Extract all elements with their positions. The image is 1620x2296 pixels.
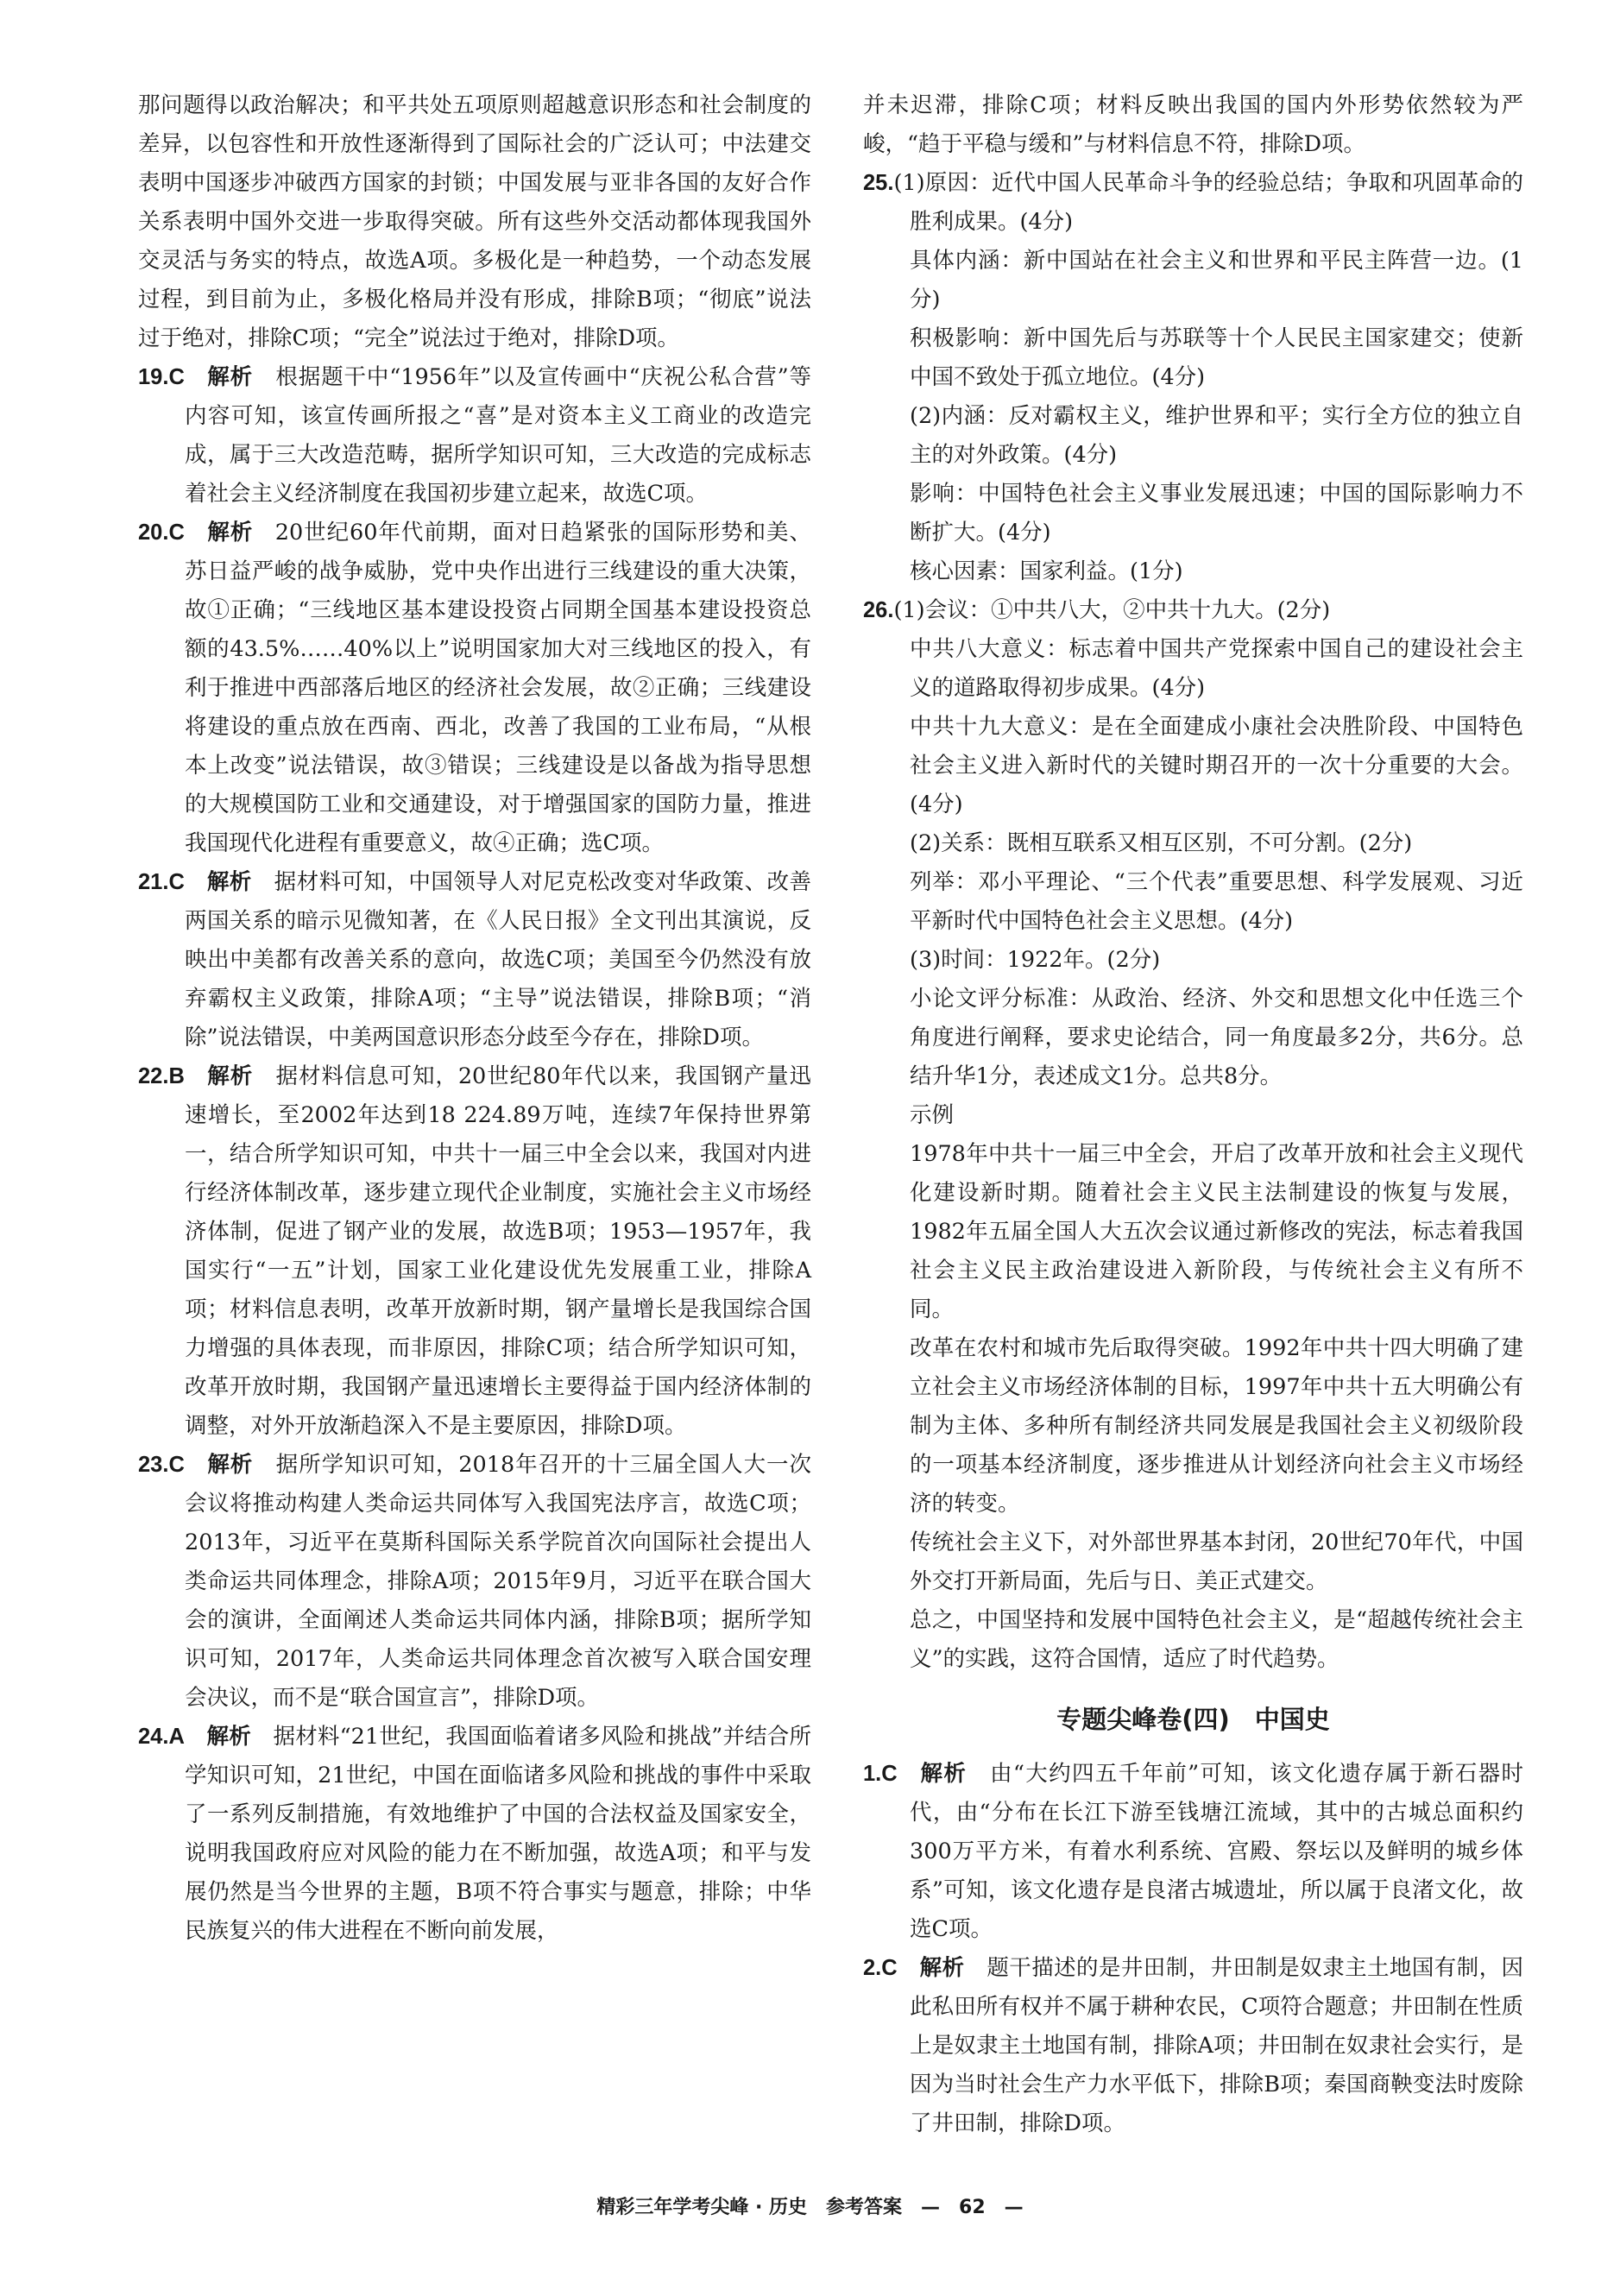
answer-text: 据材料可知，中国领导人对尼克松改变对华政策、改善两国关系的暗示见微知著，在《人民日报》全文刊出其演说，反映出中美都有改善关系的意向，故选C项；美国至今仍然没有放弃霸权主义政策，排除A项；“主导”说法错误，排除B项；“消除”说法错误，中美两国意识形态分歧至今存在，排除D项。	[185, 869, 811, 1050]
answer-detail-line: (2)内涵：反对霸权主义，维护世界和平；实行全方位的独立自主的对外政策。(4分)	[910, 403, 1523, 468]
answer-choice: A	[168, 1725, 185, 1749]
answer-text: 据材料“21世纪，我国面临着诸多风险和挑战”并结合所学知识可知，21世纪，中国在面临诸多风险和挑战的事件中采取了一系列反制措施，有效地维护了中国的合法权益及国家安全，说明我国政府应对风险的能力在不断加强，故选A项；和平与发展仍然是当今世界的主题，B项不符合事实与题意，排除；中华民族复兴的伟大进程在不断向前发展，	[185, 1724, 811, 1944]
answer-analysis-tag: 解析	[206, 520, 254, 546]
continuation-paragraph: 并未迟滞，排除C项；材料反映出我国的国内外形势依然较为严峻，“趋于平稳与缓和”与材料信息不符，排除D项。	[863, 92, 1523, 157]
answer-detail-line: 核心因素：国家利益。(1分)	[910, 558, 1183, 584]
answer-25-details	[863, 242, 1523, 591]
answer-number: 20.	[138, 520, 169, 545]
answer-detail-line: 具体内涵：新中国站在社会主义和世界和平民主阵营一边。(1分)	[910, 248, 1523, 312]
answer-detail-line: 总之，中国坚持和发展中国特色社会主义，是“超越传统社会主义”的实践，这符合国情，适应了时代趋势。	[910, 1607, 1523, 1672]
answer-detail-line: 改革在农村和城市先后取得突破。1992年中共十四大明确了建立社会主义市场经济体制的目标，1997年中共十五大明确公有制为主体、多种所有制经济共同发展是我国社会主义初级阶段的一项基本经济制度，逐步推进从计划经济向社会主义市场经济的转变。	[910, 1335, 1523, 1517]
answer-25	[863, 164, 1523, 242]
answer-item	[138, 1057, 811, 1446]
answer-detail-line: 中共八大意义：标志着中国共产党探索中国自己的建设社会主义的道路取得初步成果。(4分)	[910, 636, 1523, 701]
answer-list-left	[138, 358, 811, 1951]
answer-number: 26.	[863, 598, 894, 622]
answer-analysis-tag: 解析	[206, 869, 252, 895]
answer-choice: C	[168, 1453, 185, 1477]
answer-detail-line: (2)关系：既相互联系又相互区别，不可分割。(2分)	[910, 830, 1413, 856]
answer-list-section	[863, 1755, 1523, 2143]
answer-text: 据所学知识可知，2018年召开的十三届全国人大一次会议将推动构建人类命运共同体写入我国宪法序言，故选C项；2013年，习近平在莫斯科国际关系学院首次向国际社会提出人类命运共同体理念，排除A项；2015年9月，习近平在联合国大会的演讲，全面阐述人类命运共同体内涵，排除B项；据所学知识可知，2017年，人类命运共同体理念首次被写入联合国安理会决议，而不是“联合国宣言”，排除D项。	[185, 1452, 811, 1711]
answer-number: 2.	[863, 1956, 882, 1980]
answer-item	[138, 1446, 811, 1718]
answer-item	[138, 514, 811, 863]
answer-choice: B	[168, 1064, 185, 1088]
answer-choice: C	[881, 1956, 898, 1980]
answer-number: 19.	[138, 365, 169, 389]
answer-item	[138, 863, 811, 1057]
answer-item	[863, 1949, 1523, 2143]
answer-detail-line: (3)时间：1922年。(2分)	[910, 947, 1161, 973]
answer-number: 1.	[863, 1762, 882, 1786]
answer-analysis-tag: 解析	[206, 1063, 254, 1089]
answer-detail-line: 小论文评分标准：从政治、经济、外交和思想文化中任选三个角度进行阐释，要求史论结合，同一角度最多2分，共6分。总结升华1分，表述成文1分。总共8分。	[910, 986, 1523, 1089]
answer-text: (1)原因：近代中国人民革命斗争的经验总结；争取和巩固革命的胜利成果。(4分)	[893, 170, 1523, 235]
answer-analysis-tag: 解析	[206, 1724, 251, 1750]
answer-detail-line: 中共十九大意义：是在全面建成小康社会决胜阶段、中国特色社会主义进入新时代的关键时期召开的一次十分重要的大会。(4分)	[910, 714, 1523, 817]
answer-detail-line: 列举：邓小平理论、“三个代表”重要思想、科学发展观、习近平新时代中国特色社会主义思想。(4分)	[910, 869, 1523, 934]
answer-number: 21.	[138, 870, 169, 894]
left-column	[138, 86, 811, 1951]
answer-detail-line: 示例	[910, 1102, 955, 1128]
answer-text: 20世纪60年代前期，面对日趋紧张的国际形势和美、苏日益严峻的战争威胁，党中央作出进行三线建设的重大决策，故①正确；“三线地区基本建设投资占同期全国基本建设投资总额的43.5%……40%以上”说明国家加大对三线地区的投入，有利于推进中西部落后地区的经济社会发展，故②正确；三线建设将建设的重点放在西南、西北，改善了我国的工业布局，“从根本上改变”说法错误，故③错误；三线建设是以备战为指导思想的大规模国防工业和交通建设，对于增强国家的国防力量，推进我国现代化进程有重要意义，故④正确；选C项。	[185, 520, 811, 856]
answer-analysis-tag: 解析	[919, 1955, 965, 1981]
answer-analysis-tag: 解析	[206, 1452, 254, 1478]
answer-detail-line: 影响：中国特色社会主义事业发展迅速；中国的国际影响力不断扩大。(4分)	[910, 481, 1523, 546]
answer-choice: C	[168, 520, 185, 545]
answer-number: 22.	[138, 1064, 169, 1088]
answer-text: 题干描述的是井田制，井田制是奴隶主土地国有制，因此私田所有权并不属于耕种农民，C项符合题意；井田制在性质上是奴隶主土地国有制，排除A项；井田制在奴隶社会实行，是因为当时社会生产力水平低下，排除B项；秦国商鞅变法时废除了井田制，排除D项。	[910, 1955, 1523, 2136]
answer-number: 24.	[138, 1725, 169, 1749]
answer-text: (1)会议：①中共八大，②中共十九大。(2分)	[893, 597, 1331, 623]
answer-detail-line: 传统社会主义下，对外部世界基本封闭，20世纪70年代，中国外交打开新局面，先后与日、美正式建交。	[910, 1530, 1523, 1594]
answer-analysis-tag: 解析	[206, 364, 253, 390]
answer-choice: C	[168, 870, 185, 894]
answer-item	[863, 1755, 1523, 1949]
answer-analysis-tag: 解析	[919, 1761, 968, 1787]
answer-number: 25.	[863, 171, 894, 195]
answer-detail-line: 积极影响：新中国先后与苏联等十个人民民主国家建交；使新中国不致处于孤立地位。(4分)	[910, 325, 1523, 390]
answer-26	[863, 591, 1523, 630]
answer-text: 由“大约四五千年前”可知，该文化遗存属于新石器时代，由“分布在长江下游至钱塘江流域，其中的古城总面积约300万平方米，有着水利系统、宫殿、祭坛以及鲜明的城乡体系”可知，该文化遗存是良渚古城遗址，所以属于良渚文化，故选C项。	[910, 1761, 1523, 1942]
answer-text: 根据题干中“1956年”以及宣传画中“庆祝公私合营”等内容可知，该宣传画所报之“喜”是对资本主义工商业的改造完成，属于三大改造范畴，据所学知识可知，三大改造的完成标志着社会主义经济制度在我国初步建立起来，故选C项。	[185, 364, 811, 507]
section-heading: 专题尖峰卷(四) 中国史	[1056, 1705, 1330, 1734]
answer-text: 据材料信息可知，20世纪80年代以来，我国钢产量迅速增长，至2002年达到18 224.89万吨，连续7年保持世界第一，结合所学知识可知，中共十一届三中全会以来，我国对内进行经济体制改革，逐步建立现代企业制度，实施社会主义市场经济体制，促进了钢产业的发展，故选B项；1953—1957年，我国实行“一五”计划，国家工业化建设优先发展重工业，排除A项；材料信息表明，改革开放新时期，钢产量增长是我国综合国力增强的具体表现，而非原因，排除C项；结合所学知识可知，改革开放时期，我国钢产量迅速增长主要得益于国内经济体制的调整，对外开放渐趋深入不是主要原因，排除D项。	[185, 1063, 811, 1439]
answer-item	[138, 358, 811, 514]
answer-choice: C	[881, 1762, 898, 1786]
intro-paragraph: 那问题得以政治解决；和平共处五项原则超越意识形态和社会制度的差异，以包容性和开放性逐渐得到了国际社会的广泛认可；中法建交表明中国逐步冲破西方国家的封锁；中国发展与亚非各国的友好合作关系表明中国外交进一步取得突破。所有这些外交活动都体现我国外交灵活与务实的特点，故选A项。多极化是一种趋势，一个动态发展过程，到目前为止，多极化格局并没有形成，排除B项；“彻底”说法过于绝对，排除C项；“完全”说法过于绝对，排除D项。	[138, 92, 811, 351]
page-footer: 精彩三年学考尖峰 · 历史 参考答案 — 62 —	[596, 2197, 1024, 2218]
answer-26-details	[863, 630, 1523, 1679]
answer-number: 23.	[138, 1453, 169, 1477]
answer-detail-line: 1978年中共十一届三中全会，开启了改革开放和社会主义现代化建设新时期。随着社会主义民主法制建设的恢复与发展，1982年五届全国人大五次会议通过新修改的宪法，标志着我国社会主义民主政治建设进入新阶段，与传统社会主义有所不同。	[910, 1141, 1523, 1322]
answer-choice: C	[168, 365, 185, 389]
right-column	[863, 86, 1523, 2143]
answer-item	[138, 1718, 811, 1951]
